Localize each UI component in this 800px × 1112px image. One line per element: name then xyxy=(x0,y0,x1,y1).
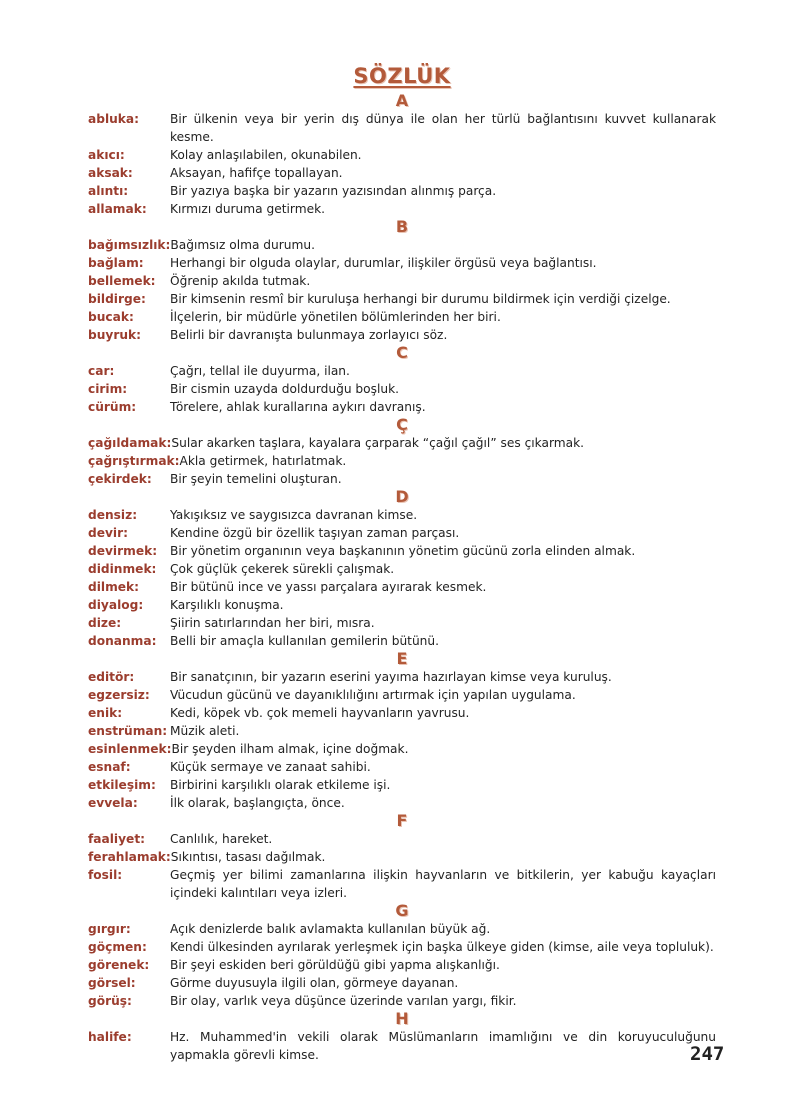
entry-term: cürüm: xyxy=(88,400,137,414)
entry-definition: Kolay anlaşılabilen, okunabilen. xyxy=(170,148,362,162)
entry-term: devirmek: xyxy=(88,544,158,558)
entry-term: enstrüman: xyxy=(88,724,168,738)
entry-term: dilmek: xyxy=(88,580,140,594)
section-letter: G xyxy=(395,901,409,920)
glossary-entry xyxy=(88,740,716,758)
entry-term: görsel: xyxy=(88,976,136,990)
entry-definition: Çağrı, tellal ile duyurma, ilan. xyxy=(170,364,350,378)
entry-term: editör: xyxy=(88,670,135,684)
entry-definition: Bir şeyin temelini oluşturan. xyxy=(170,472,342,486)
entry-term: ferahlamak: xyxy=(88,850,171,864)
entry-term: egzersiz: xyxy=(88,688,150,702)
entry-definition: Bağımsız olma durumu. xyxy=(170,238,315,252)
glossary-entry xyxy=(88,866,716,902)
entry-definition: Sular akarken taşlara, kayalara çarparak “çağıl çağıl” ses çıkarmak. xyxy=(171,436,585,450)
entry-definition: Aksayan, hafifçe topallayan. xyxy=(170,166,343,180)
entry-term: bağımsızlık: xyxy=(88,238,171,252)
entry-definition: Bir cismin uzayda doldurduğu boşluk. xyxy=(170,382,400,396)
glossary-entry xyxy=(88,686,716,704)
entry-definition: Bir yönetim organının veya başkanının yönetim gücünü zorla elinden almak. xyxy=(170,544,636,558)
entry-term: aksak: xyxy=(88,166,133,180)
entry-definition: Belirli bir davranışta bulunmaya zorlayıcı söz. xyxy=(170,328,448,342)
entry-definition: Müzik aleti. xyxy=(170,724,240,738)
entry-term: faaliyet: xyxy=(88,832,146,846)
entry-definition: Belli bir amaçla kullanılan gemilerin bütünü. xyxy=(170,634,440,648)
entry-term: görüş: xyxy=(88,994,132,1008)
section-letter: D xyxy=(395,487,409,506)
entry-definition: Bir şeyden ilham almak, içine doğmak. xyxy=(171,742,409,756)
glossary-entry xyxy=(88,920,716,938)
glossary-entry xyxy=(88,848,716,866)
glossary-entry xyxy=(88,722,716,740)
glossary-entry xyxy=(88,398,716,416)
glossary-entry xyxy=(88,470,716,488)
entry-term: devir: xyxy=(88,526,128,540)
entry-definition: Birbirini karşılıklı olarak etkileme işi. xyxy=(170,778,391,792)
entry-term: çağıldamak: xyxy=(88,436,172,450)
entry-term: fosil: xyxy=(88,868,123,882)
glossary-entry xyxy=(88,596,716,614)
entry-definition: Bir yazıya başka bir yazarın yazısından alınmış parça. xyxy=(170,184,497,198)
entry-definition: Hz. Muhammed'in vekili olarak Müslümanların imamlığını ve din koruyuculuğunu yapmakla görevli kimse. xyxy=(170,1030,716,1062)
entry-term: abluka: xyxy=(88,112,140,126)
entry-term: allamak: xyxy=(88,202,147,216)
entry-definition: Akla getirmek, hatırlatmak. xyxy=(179,454,347,468)
glossary-entry xyxy=(88,110,716,146)
entry-term: akıcı: xyxy=(88,148,125,162)
entry-definition: Şiirin satırlarından her biri, mısra. xyxy=(170,616,375,630)
glossary-entry xyxy=(88,326,716,344)
glossary-entry xyxy=(88,704,716,722)
entry-definition: Canlılık, hareket. xyxy=(170,832,273,846)
glossary-entry xyxy=(88,164,716,182)
glossary-entry xyxy=(88,1028,716,1064)
page-number: 247 xyxy=(690,1043,725,1065)
entry-definition: Bir olay, varlık veya düşünce üzerinde varılan yargı, fikir. xyxy=(170,994,517,1008)
entry-definition: İlk olarak, başlangıçta, önce. xyxy=(170,796,345,810)
glossary-entry xyxy=(88,146,716,164)
glossary-entry xyxy=(88,200,716,218)
entry-definition: Küçük sermaye ve zanaat sahibi. xyxy=(170,760,371,774)
glossary-entry xyxy=(88,956,716,974)
glossary-entry xyxy=(88,380,716,398)
entry-term: görenek: xyxy=(88,958,150,972)
glossary-entry xyxy=(88,974,716,992)
entry-term: diyalog: xyxy=(88,598,144,612)
entry-definition: İlçelerin, bir müdürle yönetilen bölümlerinden her biri. xyxy=(170,310,501,324)
glossary-entry xyxy=(88,668,716,686)
glossary-entry xyxy=(88,524,716,542)
section-letter: C xyxy=(396,343,408,362)
entry-definition: Geçmiş yer bilimi zamanlarına ilişkin hayvanların ve bitkilerin, yer kabuğu kayaçları içindeki kalıntıları veya izleri. xyxy=(170,868,716,900)
entry-definition: Bir bütünü ince ve yassı parçalara ayırarak kesmek. xyxy=(170,580,487,594)
entry-definition: Karşılıklı konuşma. xyxy=(170,598,284,612)
section-letter: A xyxy=(395,91,409,110)
glossary-entry xyxy=(88,506,716,524)
entry-term: alıntı: xyxy=(88,184,129,198)
entry-term: bağlam: xyxy=(88,256,144,270)
section-letter: F xyxy=(396,811,408,830)
entry-definition: Öğrenip akılda tutmak. xyxy=(170,274,311,288)
entry-term: bellemek: xyxy=(88,274,156,288)
page-title: SÖZLÜK xyxy=(353,64,451,88)
entry-definition: Görme duyusuyla ilgili olan, görmeye dayanan. xyxy=(170,976,459,990)
glossary-entry xyxy=(88,434,716,452)
entry-definition: Açık denizlerde balık avlamakta kullanılan büyük ağ. xyxy=(170,922,491,936)
entry-term: gırgır: xyxy=(88,922,131,936)
section-letter: E xyxy=(396,649,408,668)
glossary-page xyxy=(88,60,716,1064)
glossary-entry xyxy=(88,632,716,650)
glossary-entry xyxy=(88,236,716,254)
entry-term: dize: xyxy=(88,616,122,630)
entry-term: çağrıştırmak: xyxy=(88,454,180,468)
glossary-entry xyxy=(88,362,716,380)
entry-definition: Bir şeyi eskiden beri görüldüğü gibi yapma alışkanlığı. xyxy=(170,958,500,972)
glossary-entry xyxy=(88,254,716,272)
entry-definition: Kedi, köpek vb. çok memeli hayvanların yavrusu. xyxy=(170,706,470,720)
glossary-entry xyxy=(88,272,716,290)
glossary-entry xyxy=(88,614,716,632)
glossary-entry xyxy=(88,290,716,308)
entry-term: car: xyxy=(88,364,115,378)
glossary-entry xyxy=(88,992,716,1010)
entry-term: bucak: xyxy=(88,310,134,324)
glossary-entry xyxy=(88,308,716,326)
section-letter: B xyxy=(395,217,409,236)
entry-definition: Törelere, ahlak kurallarına aykırı davranış. xyxy=(170,400,426,414)
entry-term: bildirge: xyxy=(88,292,146,306)
glossary-entry xyxy=(88,182,716,200)
glossary-entry xyxy=(88,560,716,578)
entry-term: buyruk: xyxy=(88,328,142,342)
glossary-entry xyxy=(88,578,716,596)
entry-term: evvela: xyxy=(88,796,138,810)
entry-definition: Kendine özgü bir özellik taşıyan zaman parçası. xyxy=(170,526,460,540)
section-letter: Ç xyxy=(396,415,408,434)
entry-term: donanma: xyxy=(88,634,157,648)
section-letter: H xyxy=(395,1009,409,1028)
entry-term: halife: xyxy=(88,1030,132,1044)
entry-definition: Bir ülkenin veya bir yerin dış dünya ile olan her türlü bağlantısını kuvvet kullanarak kesme. xyxy=(170,112,716,144)
entry-term: esinlenmek: xyxy=(88,742,172,756)
entry-term: esnaf: xyxy=(88,760,131,774)
entry-definition: Kırmızı duruma getirmek. xyxy=(170,202,325,216)
glossary-entry xyxy=(88,758,716,776)
entry-definition: Kendi ülkesinden ayrılarak yerleşmek için başka ülkeye giden (kimse, aile veya topluluk). xyxy=(170,940,714,954)
entry-definition: Herhangi bir olguda olaylar, durumlar, ilişkiler örgüsü veya bağlantısı. xyxy=(170,256,597,270)
entry-term: göçmen: xyxy=(88,940,147,954)
glossary-entry xyxy=(88,542,716,560)
entry-term: etkileşim: xyxy=(88,778,156,792)
entry-definition: Vücudun gücünü ve dayanıklılığını artırmak için yapılan uygulama. xyxy=(170,688,576,702)
entry-term: çekirdek: xyxy=(88,472,152,486)
glossary-entry xyxy=(88,452,716,470)
glossary-entry xyxy=(88,830,716,848)
entry-term: cirim: xyxy=(88,382,128,396)
entry-term: enik: xyxy=(88,706,123,720)
glossary-list xyxy=(88,92,716,1064)
entry-definition: Sıkıntısı, tasası dağılmak. xyxy=(170,850,326,864)
glossary-entry xyxy=(88,776,716,794)
entry-term: didinmek: xyxy=(88,562,157,576)
entry-definition: Bir kimsenin resmî bir kuruluşa herhangi bir durumu bildirmek için verdiği çizelge. xyxy=(170,292,671,306)
glossary-entry xyxy=(88,938,716,956)
entry-definition: Bir sanatçının, bir yazarın eserini yayıma hazırlayan kimse veya kuruluş. xyxy=(170,670,612,684)
entry-definition: Yakışıksız ve saygısızca davranan kimse. xyxy=(170,508,418,522)
entry-definition: Çok güçlük çekerek sürekli çalışmak. xyxy=(170,562,395,576)
entry-term: densiz: xyxy=(88,508,138,522)
glossary-entry xyxy=(88,794,716,812)
